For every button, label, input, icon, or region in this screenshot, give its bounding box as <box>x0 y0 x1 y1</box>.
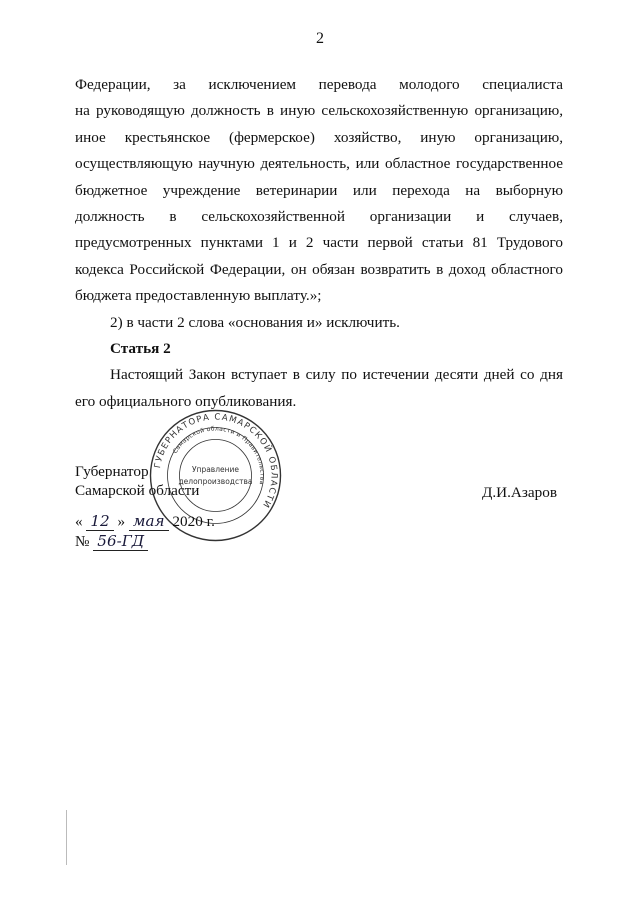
date-open-quote: « <box>75 513 83 530</box>
date-day: 12 <box>86 512 113 531</box>
number-prefix: № <box>75 533 90 550</box>
page-number: 2 <box>316 30 324 47</box>
date-year: 2020 г. <box>172 513 215 530</box>
law-number-line <box>75 532 148 551</box>
document-body <box>75 72 563 415</box>
body-line: на руководящую должность в иную сельскохозяйственную организацию, <box>75 102 563 120</box>
article-heading: Статья 2 <box>110 339 171 357</box>
article-line: Настоящий Закон вступает в силу по истечении десяти дней со дня <box>110 366 563 384</box>
body-line: предусмотренных пунктами 1 и 2 части первой статьи 81 Трудового <box>75 234 563 252</box>
date-line <box>75 512 215 531</box>
svg-text:Управление: Управление <box>191 465 240 474</box>
signature-title-line: Самарской области <box>75 482 200 499</box>
body-line: осуществляющую научную деятельность, или областное государственное <box>75 155 563 173</box>
signatory-name: Д.И.Азаров <box>482 484 557 501</box>
svg-text:ГУБЕРНАТОРА САМАРСКОЙ ОБЛАСТИ: ГУБЕРНАТОРА САМАРСКОЙ ОБЛАСТИ <box>152 412 279 510</box>
svg-text:делопроизводства: делопроизводства <box>178 477 253 486</box>
signature-title <box>75 462 199 500</box>
svg-text:Самарской области и Правительс: Самарской области и Правительства <box>171 425 266 486</box>
body-line: иное крестьянское (фермерское) хозяйство, иную организацию, <box>75 128 563 146</box>
scan-artifact <box>66 810 67 865</box>
date-month: мая <box>129 512 169 531</box>
signature-title-line: Губернатор <box>75 463 149 480</box>
body-line: бюджета предоставленную выплату.»; <box>75 287 322 305</box>
article-line: его официального опубликования. <box>75 392 297 410</box>
date-close-quote: » <box>117 513 126 530</box>
body-line: должность в сельскохозяйственной организации и случаев, <box>75 207 563 225</box>
law-number: 56-ГД <box>93 532 148 551</box>
body-line: бюджетное учреждение ветеринарии или перехода на выборную <box>75 181 563 199</box>
amendment-item-2: 2) в части 2 слова «основания и» исключить. <box>110 313 400 331</box>
body-line: кодекса Российской Федерации, он обязан возвратить в доход областного <box>75 260 563 278</box>
body-line: Федерации, за исключением перевода молодого специалиста <box>75 76 563 93</box>
